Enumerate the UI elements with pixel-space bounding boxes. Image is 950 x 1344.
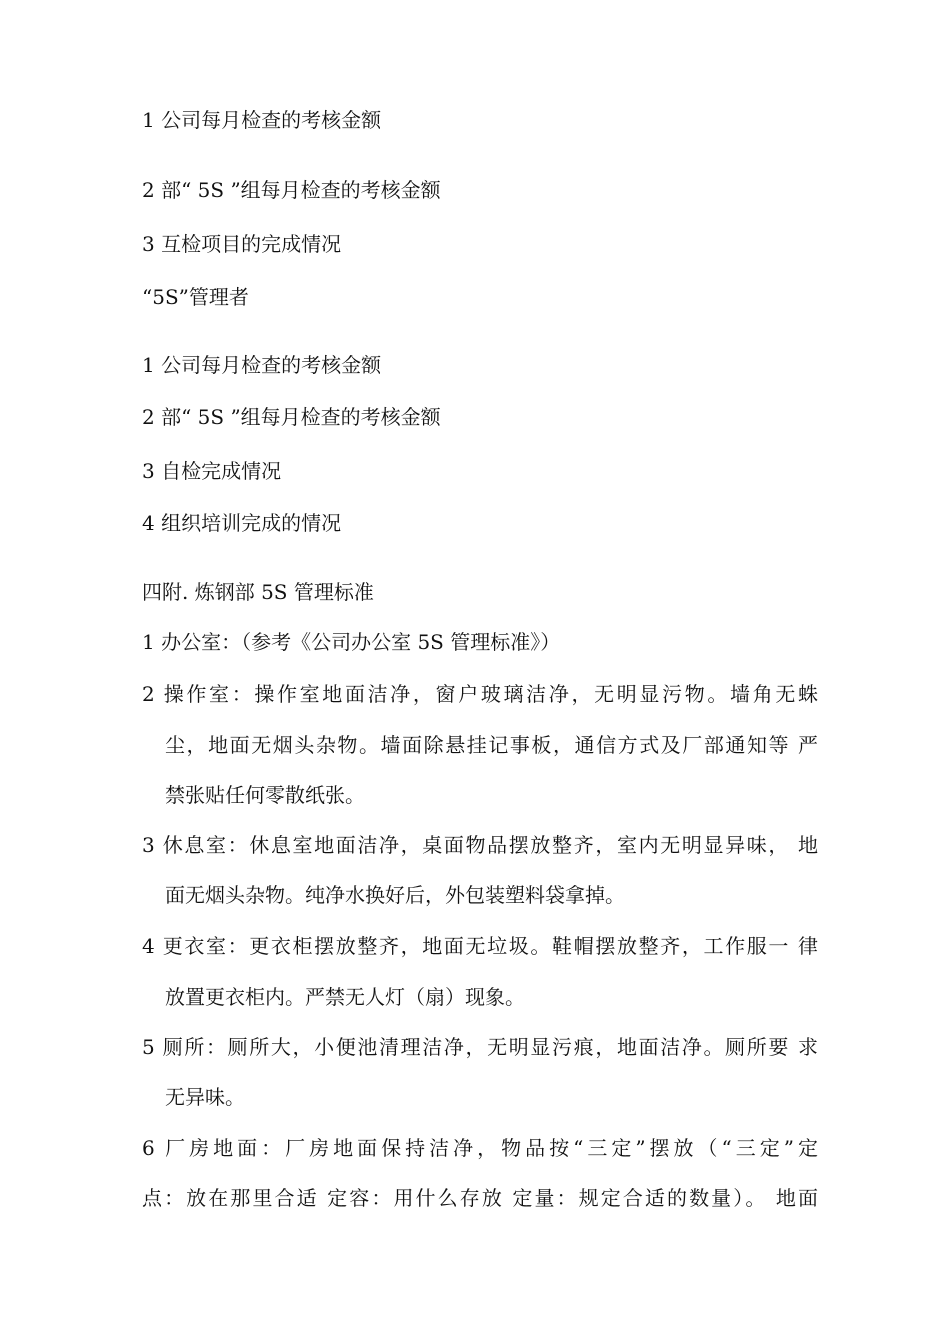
list-item: 2 部“ 5S ”组每月检查的考核金额 [142,405,441,429]
paragraph-line: 3 休息室：休息室地面洁净，桌面物品摆放整齐，室内无明显异味， 地 [142,833,818,857]
paragraph-line: 2 操作室：操作室地面洁净，窗户玻璃洁净，无明显污物。墙角无蛛 [142,682,818,706]
section-heading: “5S”管理者 [142,285,249,309]
paragraph-line: 点：放在那里合适 定容：用什么存放 定量：规定合适的数量）。 地面 [142,1186,818,1210]
list-item: 4 组织培训完成的情况 [142,511,342,535]
list-item: 1 公司每月检查的考核金额 [142,108,382,132]
paragraph-line: 无异味。 [165,1085,245,1109]
paragraph-line: 4 更衣室：更衣柜摆放整齐，地面无垃圾。鞋帽摆放整齐，工作服一 律 [142,934,818,958]
list-item: 1 公司每月检查的考核金额 [142,353,382,377]
list-item: 3 自检完成情况 [142,459,282,483]
paragraph-line: 5 厕所：厕所大，小便池清理洁净，无明显污痕，地面洁净。厕所要 求 [142,1035,818,1059]
paragraph-line: 尘，地面无烟头杂物。墙面除悬挂记事板，通信方式及厂部通知等 严 [165,733,818,757]
paragraph-line: 面无烟头杂物。纯净水换好后，外包装塑料袋拿掉。 [165,883,625,907]
section-heading: 四附. 炼钢部 5S 管理标准 [142,580,374,604]
list-item: 2 部“ 5S ”组每月检查的考核金额 [142,178,441,202]
list-item: 1 办公室：（参考《公司办公室 5S 管理标准》） [142,630,561,654]
paragraph-line: 禁张贴任何零散纸张。 [165,783,365,807]
paragraph-line: 6 厂房地面：厂房地面保持洁净，物品按“三定”摆放（“三定”定 [142,1136,818,1160]
list-item: 3 互检项目的完成情况 [142,232,342,256]
paragraph-line: 放置更衣柜内。严禁无人灯（扇）现象。 [165,985,525,1009]
